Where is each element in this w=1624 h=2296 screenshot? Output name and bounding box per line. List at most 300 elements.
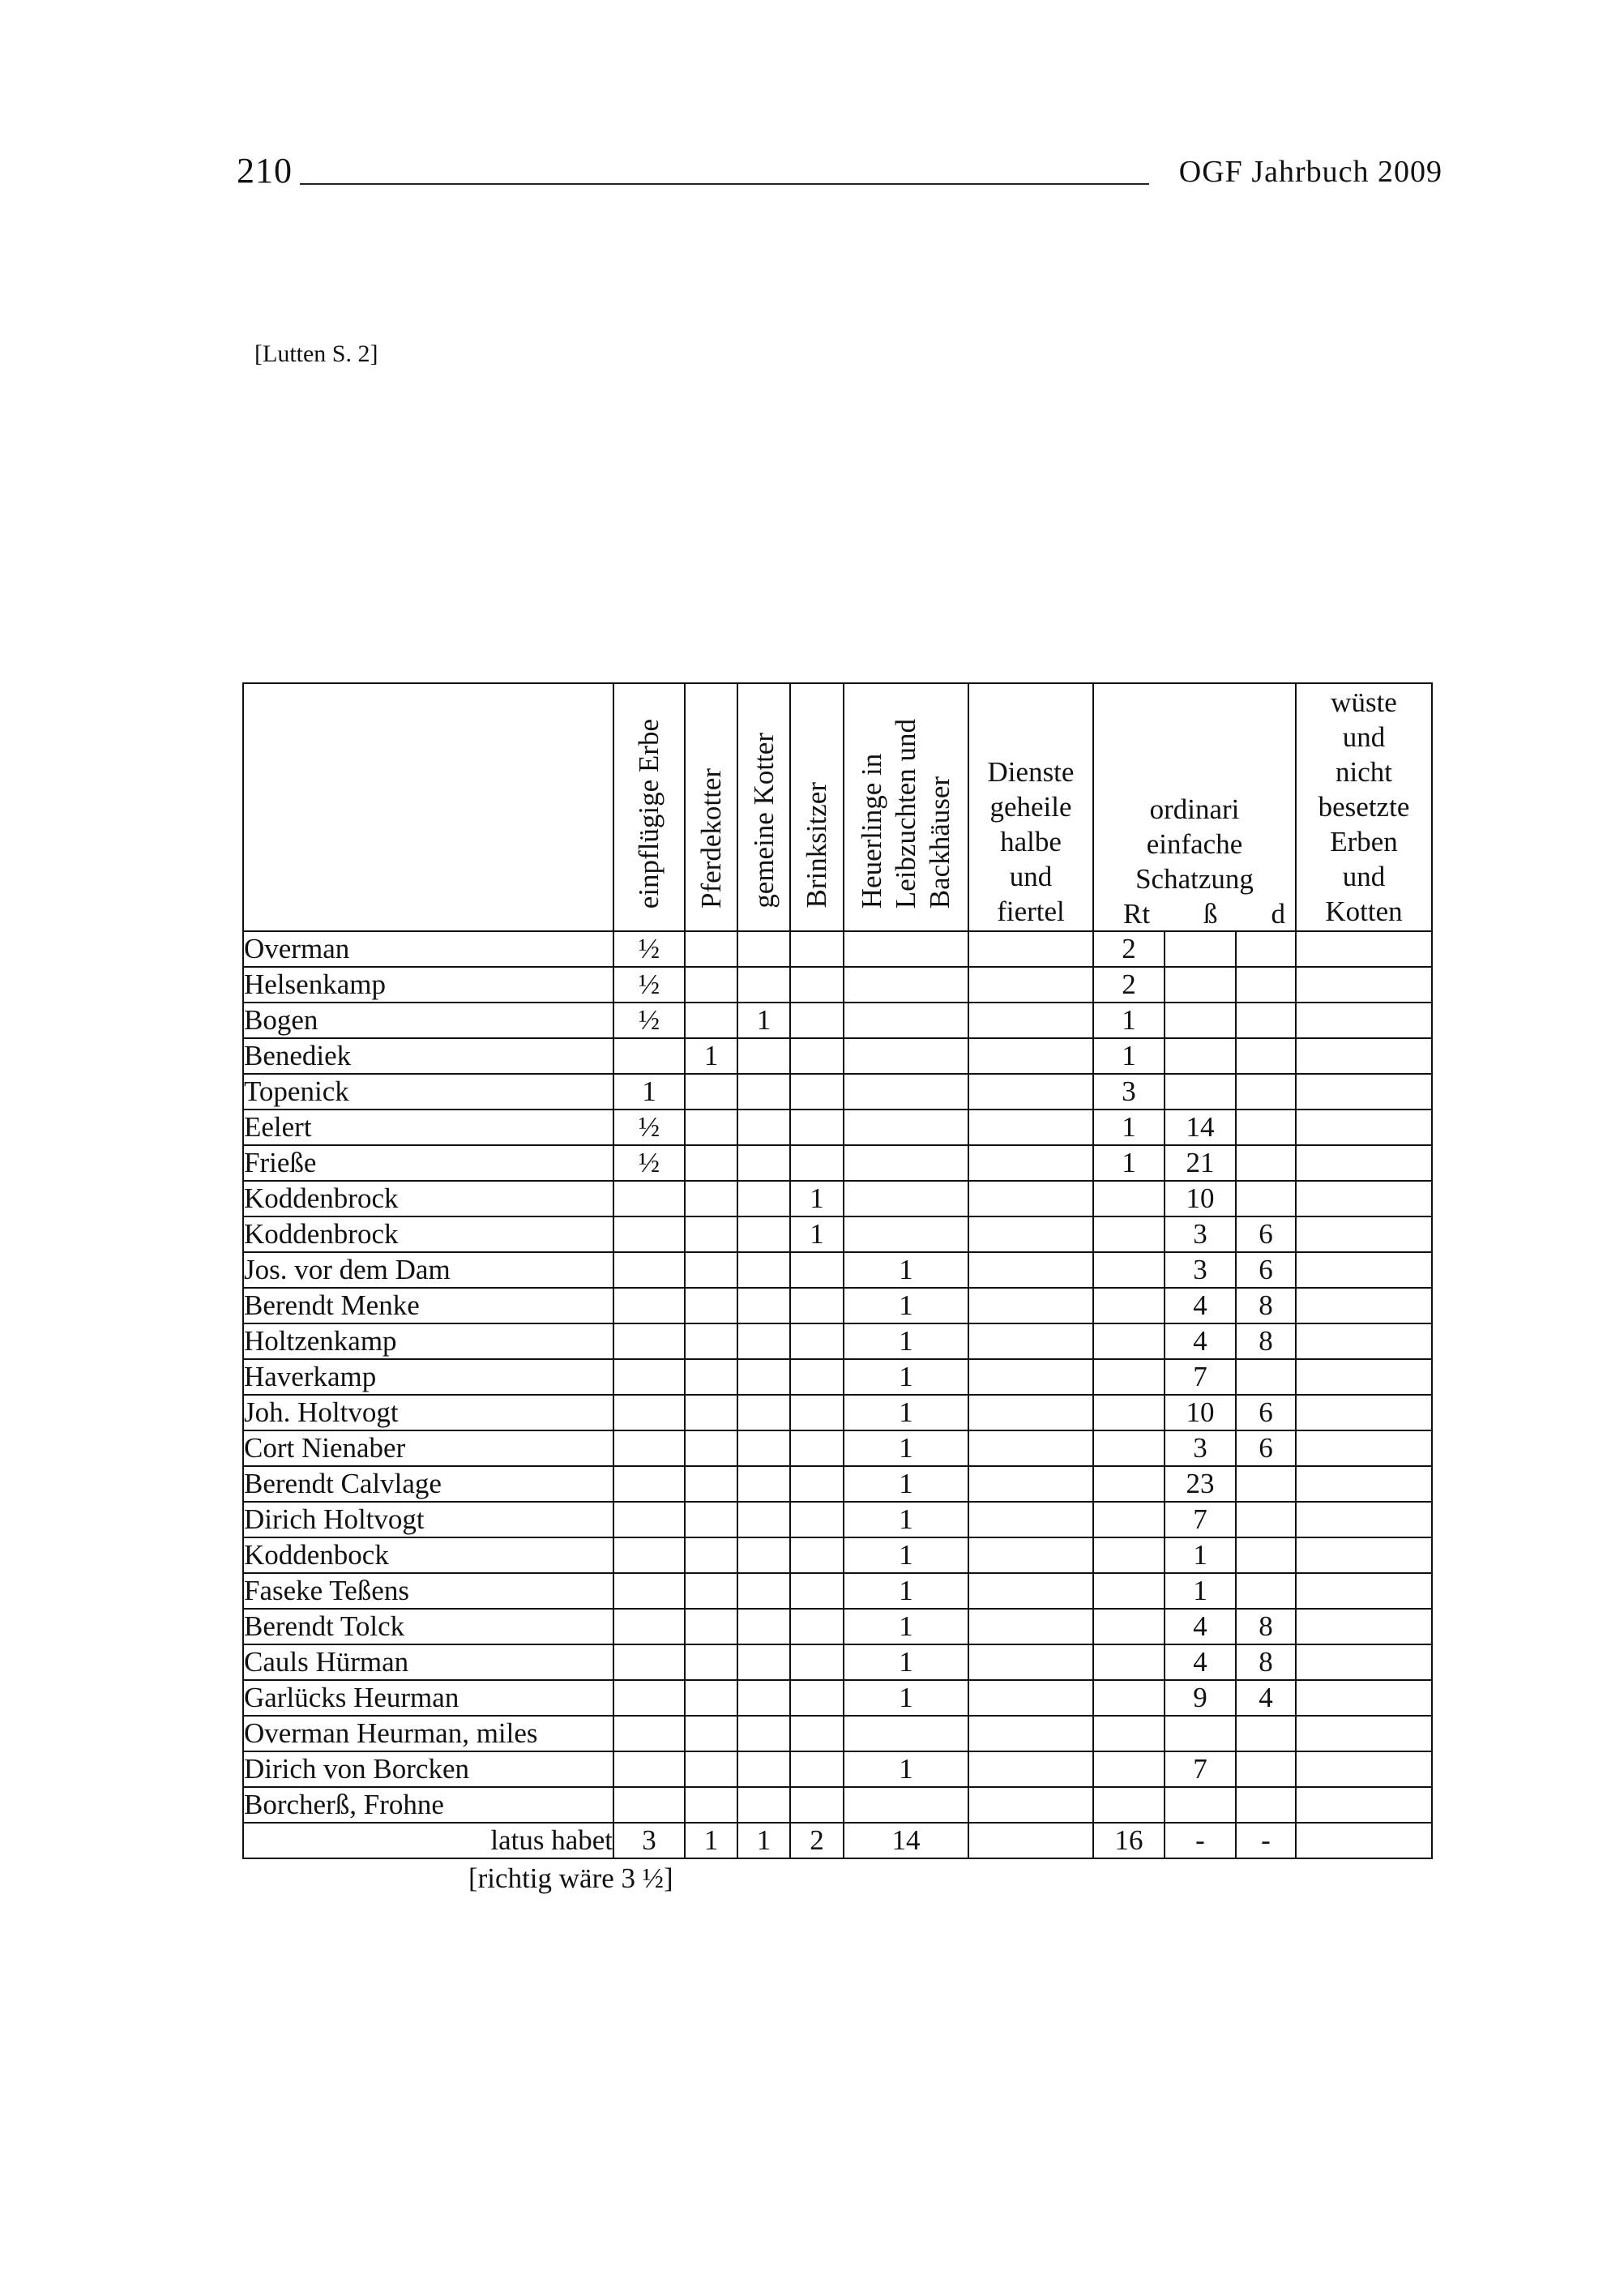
table-row bbox=[243, 1502, 1432, 1537]
row-value-cell bbox=[968, 1573, 1093, 1609]
row-value-cell bbox=[1296, 1787, 1432, 1823]
row-value-cell bbox=[1093, 1609, 1165, 1644]
row-value-cell bbox=[1296, 1074, 1432, 1110]
row-value-cell bbox=[790, 1288, 844, 1323]
row-value-cell bbox=[685, 1502, 737, 1537]
row-value-cell bbox=[685, 931, 737, 967]
table-row bbox=[243, 1252, 1432, 1288]
row-value-cell bbox=[1093, 1466, 1165, 1502]
row-value-cell: 4 bbox=[1236, 1680, 1296, 1716]
row-value-cell: 1 bbox=[844, 1537, 968, 1573]
row-value-cell bbox=[790, 1395, 844, 1430]
journal-title: OGF Jahrbuch 2009 bbox=[1178, 155, 1442, 189]
row-value-cell bbox=[685, 1537, 737, 1573]
row-value-cell bbox=[1296, 967, 1432, 1003]
row-value-cell bbox=[1093, 1502, 1165, 1537]
total-label: latus habet bbox=[243, 1823, 613, 1858]
table-header-row bbox=[243, 683, 1432, 931]
row-value-cell bbox=[1093, 1252, 1165, 1288]
row-value-cell: 7 bbox=[1165, 1502, 1236, 1537]
row-value-cell: 6 bbox=[1236, 1395, 1296, 1430]
row-value-cell bbox=[844, 1038, 968, 1074]
unit-schilling: ß bbox=[1203, 898, 1218, 930]
row-value-cell bbox=[613, 1038, 685, 1074]
row-value-cell: ½ bbox=[613, 931, 685, 967]
row-value-cell: 10 bbox=[1165, 1395, 1236, 1430]
row-value-cell bbox=[1296, 1716, 1432, 1751]
row-value-cell bbox=[1296, 1181, 1432, 1216]
row-value-cell: 1 bbox=[1165, 1537, 1236, 1573]
row-value-cell bbox=[968, 1003, 1093, 1038]
table-row bbox=[243, 1395, 1432, 1430]
header-rule bbox=[300, 183, 1149, 185]
row-value-cell bbox=[1236, 1074, 1296, 1110]
row-value-cell bbox=[737, 1395, 790, 1430]
row-value-cell bbox=[1093, 1288, 1165, 1323]
row-value-cell: 3 bbox=[1093, 1074, 1165, 1110]
row-value-cell bbox=[844, 1216, 968, 1252]
row-value-cell bbox=[613, 1680, 685, 1716]
row-value-cell bbox=[1093, 1680, 1165, 1716]
row-value-cell bbox=[844, 1074, 968, 1110]
row-value-cell bbox=[737, 1787, 790, 1823]
row-value-cell: 23 bbox=[1165, 1466, 1236, 1502]
row-value-cell bbox=[685, 1751, 737, 1787]
row-value-cell: 7 bbox=[1165, 1359, 1236, 1395]
row-name-cell: Koddenbrock bbox=[243, 1181, 613, 1216]
row-value-cell bbox=[1236, 1181, 1296, 1216]
row-value-cell bbox=[1236, 1751, 1296, 1787]
row-value-cell bbox=[968, 1787, 1093, 1823]
row-name-cell: Dirich von Borcken bbox=[243, 1751, 613, 1787]
row-name-cell: Benediek bbox=[243, 1038, 613, 1074]
row-value-cell bbox=[613, 1288, 685, 1323]
row-value-cell: 14 bbox=[1165, 1110, 1236, 1145]
row-value-cell bbox=[968, 1359, 1093, 1395]
row-value-cell bbox=[968, 1716, 1093, 1751]
table-row bbox=[243, 1181, 1432, 1216]
row-value-cell bbox=[1236, 1003, 1296, 1038]
row-value-cell: 1 bbox=[1093, 1110, 1165, 1145]
row-value-cell bbox=[790, 1609, 844, 1644]
row-name-cell: Helsenkamp bbox=[243, 967, 613, 1003]
row-value-cell bbox=[685, 1609, 737, 1644]
row-value-cell bbox=[968, 967, 1093, 1003]
row-value-cell: 1 bbox=[844, 1751, 968, 1787]
row-name-cell: Garlücks Heurman bbox=[243, 1680, 613, 1716]
row-value-cell: 1 bbox=[844, 1466, 968, 1502]
row-name-cell: Koddenbrock bbox=[243, 1216, 613, 1252]
row-value-cell bbox=[613, 1430, 685, 1466]
row-value-cell: ½ bbox=[613, 1110, 685, 1145]
row-name-cell: Joh. Holtvogt bbox=[243, 1395, 613, 1430]
row-value-cell bbox=[1093, 1430, 1165, 1466]
row-value-cell bbox=[968, 1181, 1093, 1216]
row-value-cell bbox=[613, 1644, 685, 1680]
row-value-cell bbox=[844, 1787, 968, 1823]
row-value-cell bbox=[613, 1395, 685, 1430]
section-reference: [Lutten S. 2] bbox=[254, 340, 378, 367]
table-row bbox=[243, 1038, 1432, 1074]
row-value-cell bbox=[1093, 1751, 1165, 1787]
row-value-cell bbox=[1296, 1145, 1432, 1181]
row-value-cell bbox=[1296, 1609, 1432, 1644]
row-value-cell bbox=[737, 1644, 790, 1680]
row-value-cell: 7 bbox=[1165, 1751, 1236, 1787]
row-value-cell: 4 bbox=[1165, 1288, 1236, 1323]
row-value-cell: 1 bbox=[613, 1074, 685, 1110]
header-pferdekotter: Pferdekotter bbox=[685, 683, 737, 931]
row-value-cell bbox=[685, 1252, 737, 1288]
row-value-cell bbox=[968, 1537, 1093, 1573]
running-header bbox=[237, 150, 1442, 199]
row-value-cell bbox=[790, 1145, 844, 1181]
row-value-cell bbox=[613, 1181, 685, 1216]
tax-ledger-table bbox=[242, 682, 1433, 1859]
row-value-cell bbox=[790, 1644, 844, 1680]
header-gemeine-kotter: gemeine Kotter bbox=[737, 683, 790, 931]
table-row bbox=[243, 1680, 1432, 1716]
row-value-cell bbox=[844, 1716, 968, 1751]
row-value-cell bbox=[1093, 1181, 1165, 1216]
row-name-cell: Dirich Holtvogt bbox=[243, 1502, 613, 1537]
unit-d: d bbox=[1271, 898, 1285, 930]
row-value-cell bbox=[968, 1751, 1093, 1787]
row-value-cell bbox=[1165, 1716, 1236, 1751]
row-value-cell bbox=[1093, 1573, 1165, 1609]
row-value-cell bbox=[844, 1003, 968, 1038]
row-value-cell: 6 bbox=[1236, 1430, 1296, 1466]
row-value-cell: 1 bbox=[685, 1038, 737, 1074]
row-value-cell bbox=[685, 1395, 737, 1430]
row-value-cell: 9 bbox=[1165, 1680, 1236, 1716]
row-value-cell bbox=[685, 1003, 737, 1038]
row-value-cell: 1 bbox=[1093, 1038, 1165, 1074]
table-row bbox=[243, 1751, 1432, 1787]
row-name-cell: Bogen bbox=[243, 1003, 613, 1038]
row-value-cell bbox=[844, 967, 968, 1003]
row-value-cell bbox=[1093, 1644, 1165, 1680]
row-value-cell bbox=[790, 1323, 844, 1359]
row-value-cell bbox=[685, 1573, 737, 1609]
row-value-cell: 1 bbox=[844, 1644, 968, 1680]
row-value-cell bbox=[1093, 1395, 1165, 1430]
row-value-cell bbox=[968, 1323, 1093, 1359]
row-value-cell bbox=[737, 1430, 790, 1466]
row-value-cell bbox=[790, 1430, 844, 1466]
row-value-cell: 1 bbox=[844, 1288, 968, 1323]
row-value-cell bbox=[790, 1716, 844, 1751]
row-value-cell bbox=[968, 1288, 1093, 1323]
unit-rt: Rt bbox=[1123, 898, 1151, 930]
row-value-cell bbox=[1165, 967, 1236, 1003]
row-value-cell bbox=[613, 1252, 685, 1288]
table-row bbox=[243, 1074, 1432, 1110]
row-value-cell bbox=[737, 1038, 790, 1074]
row-value-cell bbox=[737, 1252, 790, 1288]
row-value-cell bbox=[1296, 1466, 1432, 1502]
row-value-cell bbox=[968, 1502, 1093, 1537]
row-value-cell bbox=[685, 1110, 737, 1145]
row-value-cell bbox=[737, 1680, 790, 1716]
row-value-cell bbox=[613, 1359, 685, 1395]
row-value-cell bbox=[685, 1288, 737, 1323]
row-name-cell: Frieße bbox=[243, 1145, 613, 1181]
table-row bbox=[243, 1145, 1432, 1181]
row-name-cell: Topenick bbox=[243, 1074, 613, 1110]
row-value-cell bbox=[968, 1430, 1093, 1466]
row-value-cell bbox=[1093, 1716, 1165, 1751]
row-value-cell bbox=[1165, 1003, 1236, 1038]
row-value-cell bbox=[1093, 1787, 1165, 1823]
row-value-cell bbox=[613, 1502, 685, 1537]
row-value-cell bbox=[613, 1716, 685, 1751]
row-value-cell: 8 bbox=[1236, 1644, 1296, 1680]
row-value-cell bbox=[613, 1537, 685, 1573]
row-value-cell bbox=[790, 931, 844, 967]
row-value-cell bbox=[685, 1430, 737, 1466]
row-value-cell bbox=[1236, 931, 1296, 967]
header-dienste: Dienste geheile halbe und fiertel bbox=[968, 683, 1093, 931]
row-value-cell bbox=[1236, 1787, 1296, 1823]
table-row bbox=[243, 1288, 1432, 1323]
header-name-column bbox=[243, 683, 613, 931]
row-value-cell bbox=[968, 1110, 1093, 1145]
row-value-cell bbox=[685, 1145, 737, 1181]
row-value-cell bbox=[613, 1787, 685, 1823]
row-value-cell bbox=[737, 1359, 790, 1395]
row-value-cell bbox=[737, 1466, 790, 1502]
row-value-cell bbox=[1296, 931, 1432, 967]
row-value-cell bbox=[968, 1395, 1093, 1430]
row-value-cell bbox=[685, 967, 737, 1003]
row-value-cell: 1 bbox=[737, 1003, 790, 1038]
row-value-cell bbox=[1296, 1252, 1432, 1288]
row-value-cell bbox=[1165, 1787, 1236, 1823]
row-value-cell: 1 bbox=[1165, 1573, 1236, 1609]
row-name-cell: Berendt Tolck bbox=[243, 1609, 613, 1644]
row-value-cell bbox=[968, 1038, 1093, 1074]
row-value-cell bbox=[844, 1181, 968, 1216]
row-value-cell: 1 bbox=[1093, 1003, 1165, 1038]
row-value-cell: 1 bbox=[844, 1359, 968, 1395]
row-value-cell bbox=[1296, 1038, 1432, 1074]
row-value-cell bbox=[1296, 1216, 1432, 1252]
row-value-cell bbox=[790, 1038, 844, 1074]
row-value-cell: 6 bbox=[1236, 1252, 1296, 1288]
row-value-cell bbox=[737, 1110, 790, 1145]
header-brinksitzer: Brinksitzer bbox=[790, 683, 844, 931]
row-value-cell: 1 bbox=[1093, 1145, 1165, 1181]
row-value-cell: 4 bbox=[1165, 1609, 1236, 1644]
row-value-cell bbox=[968, 1074, 1093, 1110]
row-value-cell bbox=[737, 1537, 790, 1573]
row-value-cell bbox=[1236, 1110, 1296, 1145]
table-row bbox=[243, 1110, 1432, 1145]
table-row bbox=[243, 931, 1432, 967]
row-name-cell: Holtzenkamp bbox=[243, 1323, 613, 1359]
row-value-cell bbox=[1296, 1110, 1432, 1145]
row-value-cell bbox=[1236, 1537, 1296, 1573]
table-row bbox=[243, 1323, 1432, 1359]
row-value-cell bbox=[844, 931, 968, 967]
row-value-cell bbox=[1296, 1751, 1432, 1787]
row-value-cell bbox=[968, 1680, 1093, 1716]
row-value-cell: 1 bbox=[844, 1502, 968, 1537]
header-einpfluegige-erbe: einpflügige Erbe bbox=[613, 683, 685, 931]
row-value-cell bbox=[1296, 1680, 1432, 1716]
row-value-cell bbox=[1296, 1502, 1432, 1537]
row-value-cell bbox=[790, 1502, 844, 1537]
row-value-cell: 1 bbox=[844, 1430, 968, 1466]
row-value-cell bbox=[737, 1323, 790, 1359]
row-name-cell: Koddenbock bbox=[243, 1537, 613, 1573]
row-value-cell: 10 bbox=[1165, 1181, 1236, 1216]
row-value-cell: ½ bbox=[613, 1145, 685, 1181]
row-value-cell bbox=[1296, 1537, 1432, 1573]
row-value-cell bbox=[685, 1716, 737, 1751]
row-value-cell: 1 bbox=[844, 1680, 968, 1716]
row-value-cell: 4 bbox=[1165, 1644, 1236, 1680]
row-value-cell: 8 bbox=[1236, 1288, 1296, 1323]
row-value-cell: 8 bbox=[1236, 1609, 1296, 1644]
row-value-cell bbox=[968, 931, 1093, 967]
row-value-cell bbox=[790, 1680, 844, 1716]
table-row bbox=[243, 1644, 1432, 1680]
row-value-cell bbox=[613, 1609, 685, 1644]
total-row: latus habet 3 1 1 2 14 16 - - bbox=[243, 1823, 1432, 1858]
row-value-cell bbox=[1296, 1644, 1432, 1680]
row-value-cell bbox=[737, 1609, 790, 1644]
table-row bbox=[243, 1003, 1432, 1038]
row-value-cell: 1 bbox=[844, 1252, 968, 1288]
row-value-cell bbox=[613, 1573, 685, 1609]
page-number: 210 bbox=[237, 151, 293, 190]
row-value-cell bbox=[1093, 1216, 1165, 1252]
row-name-cell: Overman bbox=[243, 931, 613, 967]
correction-note: [richtig wäre 3 ½] bbox=[468, 1862, 673, 1894]
row-name-cell: Jos. vor dem Dam bbox=[243, 1252, 613, 1288]
row-value-cell bbox=[790, 1751, 844, 1787]
row-value-cell bbox=[1093, 1323, 1165, 1359]
row-value-cell bbox=[737, 1145, 790, 1181]
row-value-cell bbox=[1165, 1074, 1236, 1110]
row-value-cell: 2 bbox=[1093, 967, 1165, 1003]
row-value-cell bbox=[790, 967, 844, 1003]
row-value-cell bbox=[737, 1502, 790, 1537]
row-value-cell bbox=[790, 1537, 844, 1573]
table-row bbox=[243, 1216, 1432, 1252]
row-value-cell: 3 bbox=[1165, 1430, 1236, 1466]
row-value-cell bbox=[968, 1644, 1093, 1680]
table-row bbox=[243, 1609, 1432, 1644]
row-value-cell bbox=[1296, 1288, 1432, 1323]
row-value-cell bbox=[685, 1074, 737, 1110]
table-row bbox=[243, 967, 1432, 1003]
row-value-cell: 2 bbox=[1093, 931, 1165, 967]
row-value-cell bbox=[685, 1466, 737, 1502]
row-value-cell: 1 bbox=[844, 1395, 968, 1430]
row-value-cell bbox=[1296, 1323, 1432, 1359]
table-row bbox=[243, 1359, 1432, 1395]
row-value-cell bbox=[1296, 1573, 1432, 1609]
header-schatzung: ordinari einfache Schatzung Rt ß d bbox=[1093, 683, 1296, 931]
row-value-cell bbox=[790, 1787, 844, 1823]
row-value-cell bbox=[968, 1466, 1093, 1502]
row-value-cell bbox=[737, 1216, 790, 1252]
row-value-cell: 8 bbox=[1236, 1323, 1296, 1359]
row-value-cell bbox=[685, 1181, 737, 1216]
row-value-cell bbox=[1093, 1537, 1165, 1573]
row-value-cell bbox=[1236, 1466, 1296, 1502]
row-value-cell bbox=[685, 1359, 737, 1395]
row-value-cell bbox=[1236, 1716, 1296, 1751]
row-name-cell: Faseke Teßens bbox=[243, 1573, 613, 1609]
row-value-cell bbox=[737, 967, 790, 1003]
row-value-cell bbox=[968, 1609, 1093, 1644]
row-name-cell: Cauls Hürman bbox=[243, 1644, 613, 1680]
row-value-cell: 1 bbox=[844, 1609, 968, 1644]
row-value-cell bbox=[790, 1074, 844, 1110]
row-value-cell bbox=[737, 1288, 790, 1323]
row-name-cell: Borcherß, Frohne bbox=[243, 1787, 613, 1823]
row-value-cell: 1 bbox=[844, 1573, 968, 1609]
row-value-cell: 3 bbox=[1165, 1252, 1236, 1288]
row-value-cell: 1 bbox=[844, 1323, 968, 1359]
row-value-cell bbox=[1236, 1038, 1296, 1074]
row-value-cell bbox=[1296, 1003, 1432, 1038]
row-value-cell: 1 bbox=[790, 1181, 844, 1216]
row-value-cell bbox=[790, 1466, 844, 1502]
row-value-cell: 4 bbox=[1165, 1323, 1236, 1359]
row-value-cell: 21 bbox=[1165, 1145, 1236, 1181]
row-value-cell bbox=[737, 1573, 790, 1609]
currency-units bbox=[1094, 898, 1295, 930]
row-value-cell bbox=[685, 1787, 737, 1823]
row-name-cell: Berendt Menke bbox=[243, 1288, 613, 1323]
row-value-cell bbox=[737, 1751, 790, 1787]
row-value-cell bbox=[790, 1003, 844, 1038]
row-value-cell bbox=[1236, 1573, 1296, 1609]
row-value-cell: 3 bbox=[1165, 1216, 1236, 1252]
row-value-cell bbox=[790, 1252, 844, 1288]
row-value-cell bbox=[844, 1145, 968, 1181]
row-value-cell bbox=[790, 1573, 844, 1609]
row-value-cell bbox=[613, 1323, 685, 1359]
table-row bbox=[243, 1716, 1432, 1751]
row-value-cell bbox=[613, 1216, 685, 1252]
row-name-cell: Haverkamp bbox=[243, 1359, 613, 1395]
row-value-cell bbox=[844, 1110, 968, 1145]
row-value-cell bbox=[737, 1074, 790, 1110]
row-value-cell bbox=[1296, 1395, 1432, 1430]
row-value-cell bbox=[685, 1644, 737, 1680]
row-value-cell bbox=[1236, 1502, 1296, 1537]
row-value-cell bbox=[685, 1680, 737, 1716]
row-value-cell bbox=[968, 1252, 1093, 1288]
row-value-cell: ½ bbox=[613, 1003, 685, 1038]
row-value-cell bbox=[1093, 1359, 1165, 1395]
row-name-cell: Eelert bbox=[243, 1110, 613, 1145]
table-row bbox=[243, 1430, 1432, 1466]
header-heuerlinge: Heuerlinge in Leibzuchten und Backhäuser bbox=[844, 683, 968, 931]
row-value-cell bbox=[685, 1216, 737, 1252]
table-row bbox=[243, 1466, 1432, 1502]
row-value-cell bbox=[1296, 1359, 1432, 1395]
row-value-cell bbox=[790, 1359, 844, 1395]
row-value-cell bbox=[613, 1751, 685, 1787]
header-wueste-erben: wüste und nicht besetzte Erben und Kotten bbox=[1296, 683, 1432, 931]
